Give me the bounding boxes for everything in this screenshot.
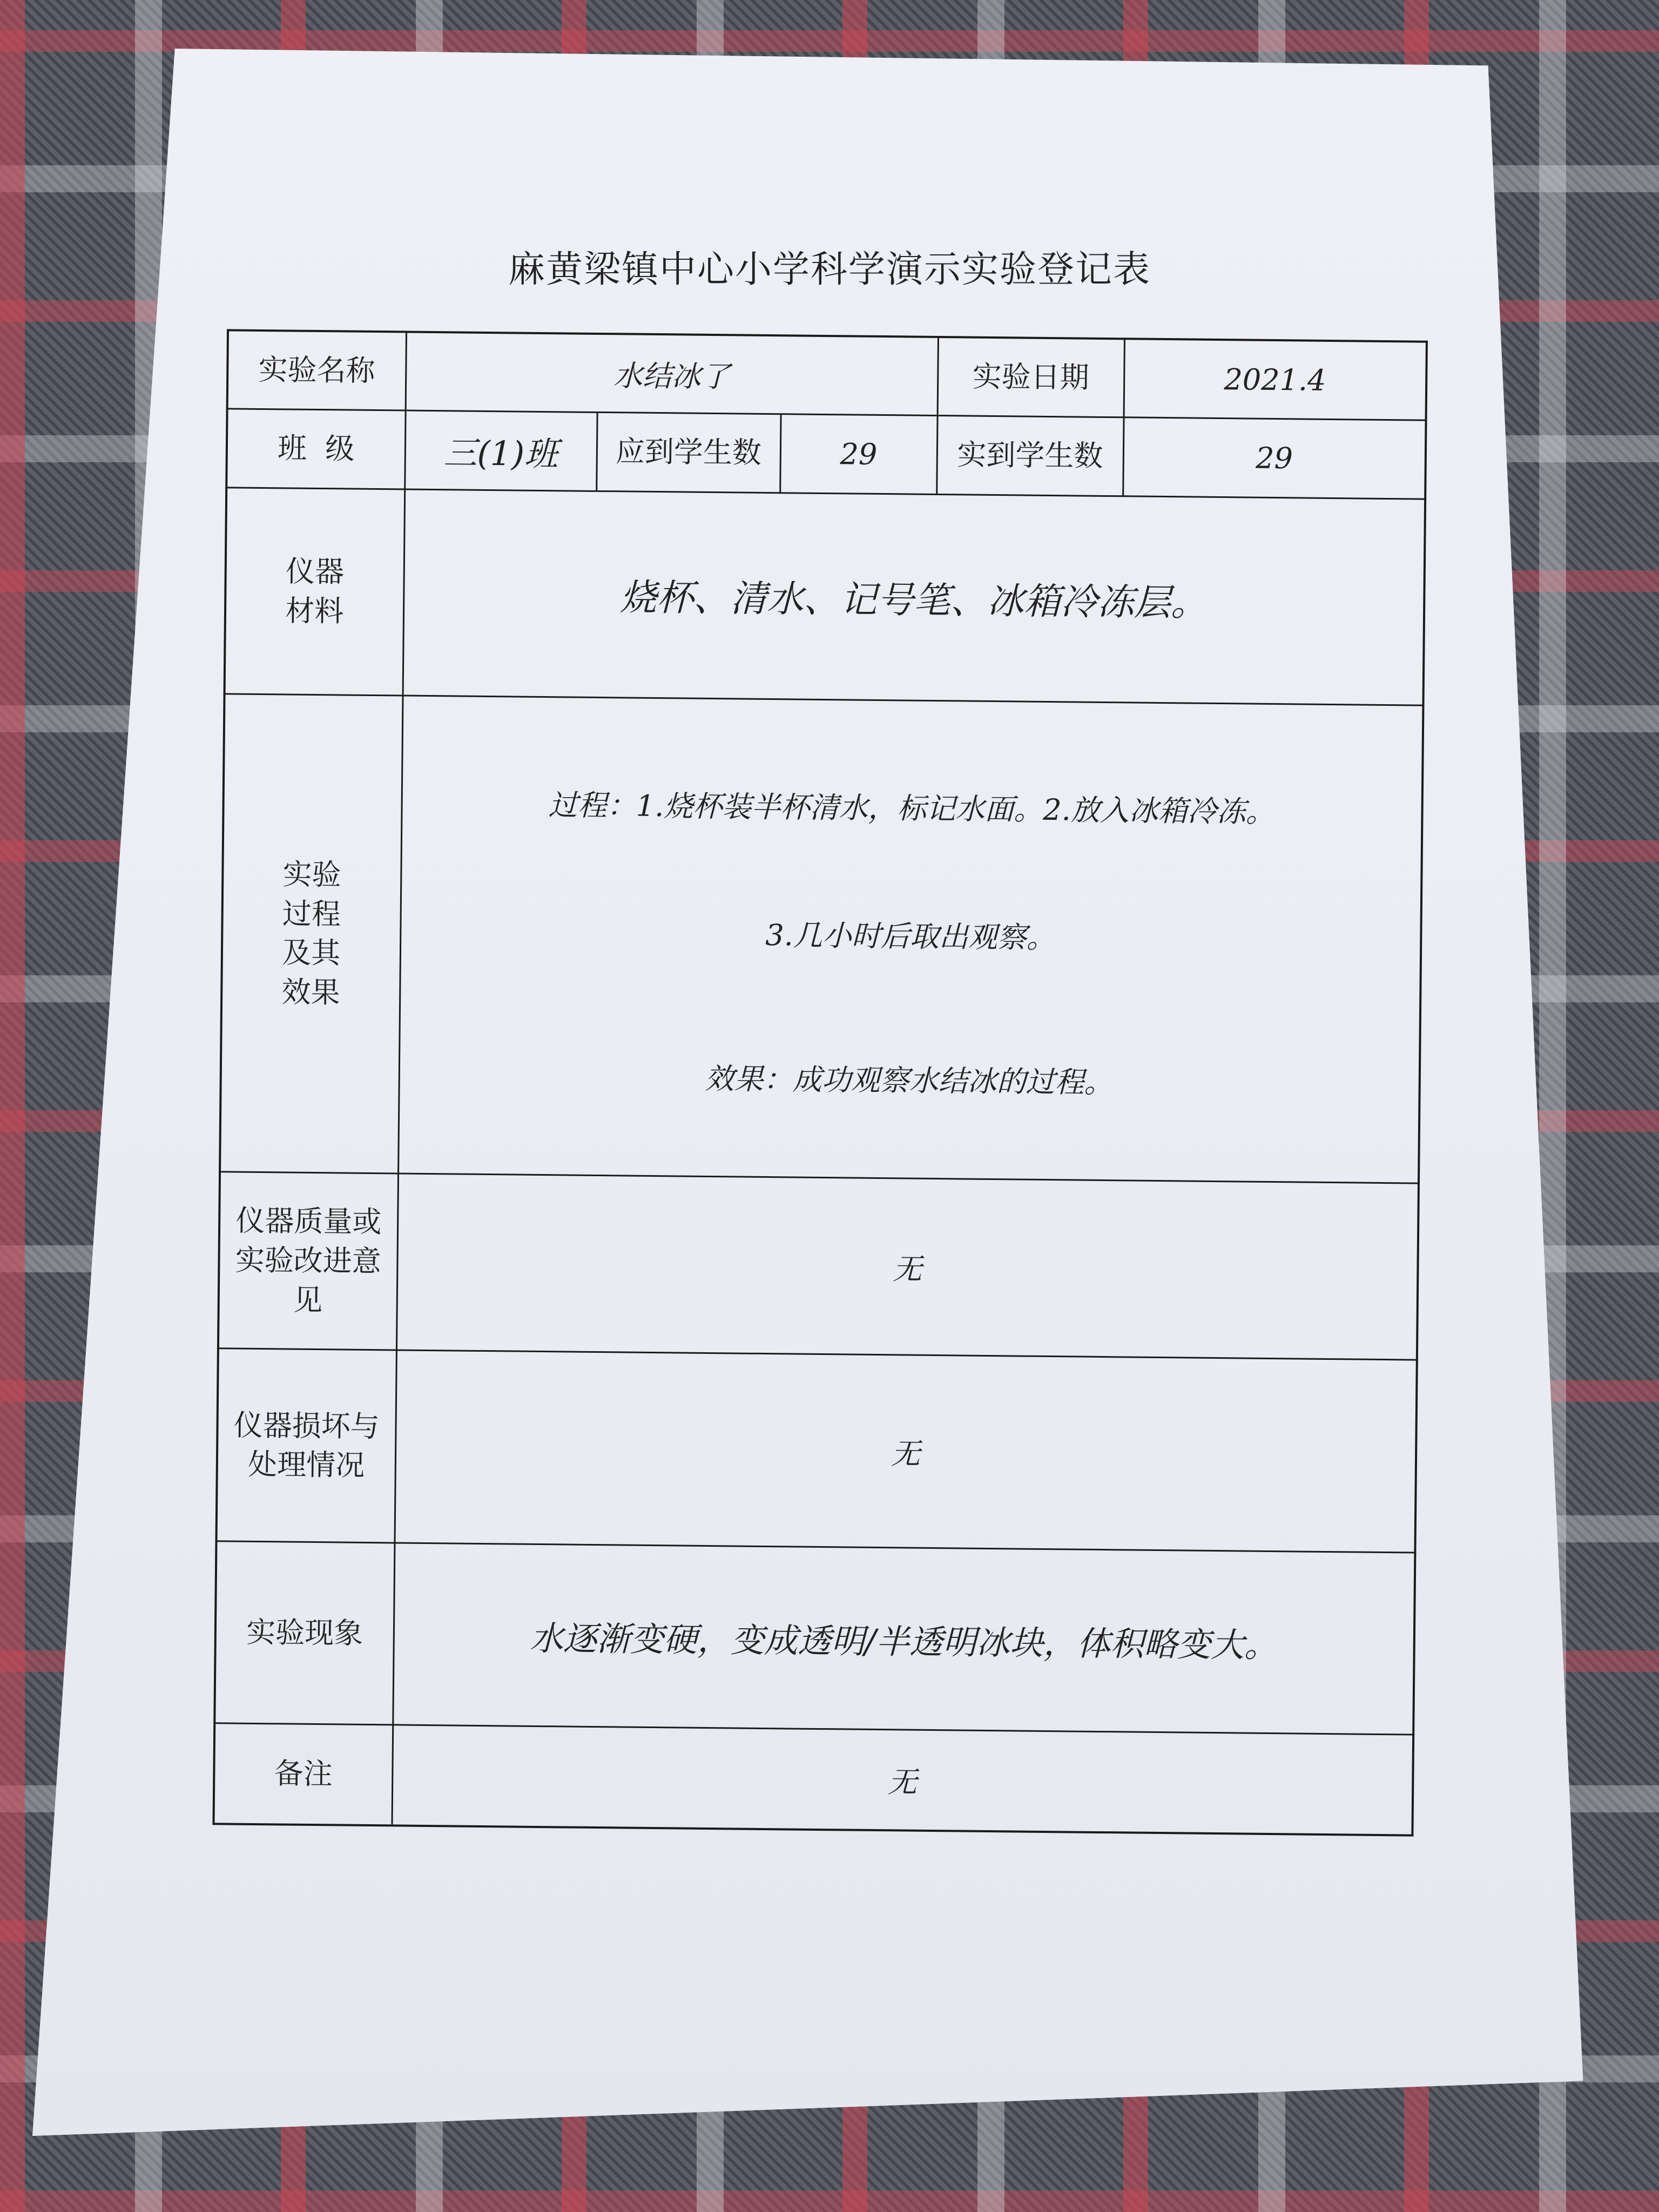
class-value: 三(1)班 [404,410,597,491]
quality-value: 无 [396,1174,1419,1360]
expected-students-value: 29 [780,414,937,495]
row-equipment [225,488,1426,705]
experiment-name-label: 实验名称 [227,330,406,410]
process-line-steps: 过程：1.烧杯装半杯清水，标记水面。2.放入冰箱冷冻。 [548,788,1276,829]
row-quality [218,1172,1419,1360]
process-label-line3: 及其 [281,935,341,970]
actual-students-value: 29 [1123,417,1426,499]
damage-label-line2: 处理情况 [247,1447,365,1483]
process-label-line2: 过程 [282,896,341,931]
equipment-label-line2: 材料 [285,594,344,629]
process-value [398,696,1423,1183]
form-title: 麻黄梁镇中心小学科学演示实验登记表 [508,248,1151,291]
damage-value: 无 [394,1350,1417,1553]
row-damage [217,1348,1417,1553]
equipment-label [225,488,405,696]
actual-students-label: 实到学生数 [936,416,1123,496]
quality-label-line2: 实验改进意 [235,1243,382,1279]
row-remarks [213,1723,1413,1835]
remarks-value: 无 [392,1725,1413,1835]
experiment-date-value: 2021.4 [1124,339,1427,420]
process-label-line1: 实验 [282,857,341,892]
phenomenon-label: 实验现象 [214,1541,394,1725]
remarks-label: 备注 [213,1723,393,1825]
registration-form [212,329,1425,1836]
process-line-effect: 效果：成功观察水结冰的过程。 [705,1061,1114,1100]
row-name-date [227,330,1427,420]
process-label [220,694,402,1174]
class-label: 班 级 [226,409,405,489]
experiment-date-label: 实验日期 [938,337,1124,417]
quality-label-line1: 仪器质量或 [235,1203,382,1239]
quality-label-line3: 见 [293,1283,323,1317]
expected-students-label: 应到学生数 [596,413,780,493]
damage-label-line1: 仪器损坏与 [233,1408,380,1444]
phenomenon-value: 水逐渐变硬，变成透明/半透明冰块，体积略变大。 [393,1543,1415,1735]
process-label-line4: 效果 [281,975,340,1010]
process-line-observe: 3.几小时后取出观察。 [765,918,1056,955]
row-phenomenon [214,1541,1415,1735]
experiment-name-value: 水结冰了 [406,332,938,416]
row-class-counts [226,409,1426,499]
form-table [212,329,1427,1836]
equipment-label-line1: 仪器 [285,554,345,589]
quality-label [218,1172,398,1350]
damage-label [217,1348,396,1543]
row-process [220,694,1423,1183]
equipment-value: 烧杯、清水、记号笔、冰箱冷冻层。 [403,489,1426,705]
